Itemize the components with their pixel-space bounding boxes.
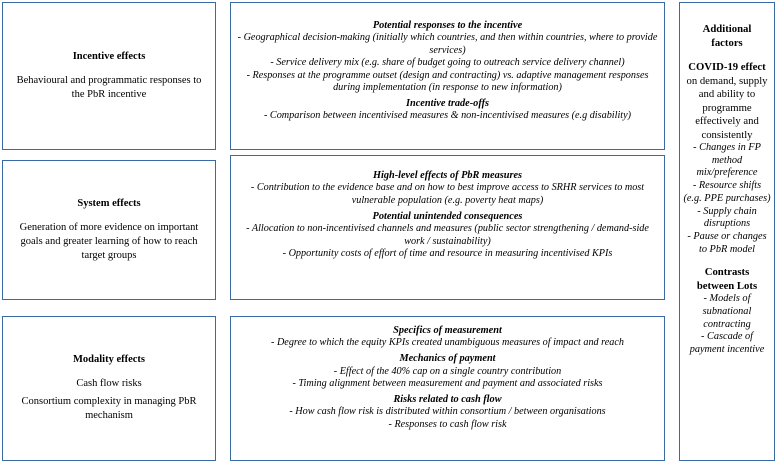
list-item: - Comparison between incentivised measures & non-incentivised measures (e.g disability): [263, 110, 632, 122]
section-title: Mechanics of payment: [399, 353, 496, 365]
list-item: - Supply chain disruptions: [697, 205, 757, 230]
section-title: Potential responses to the incentive: [372, 20, 523, 31]
additional-factors-box: [679, 2, 775, 461]
list-item: - Responses at the programme outset (design and contracting) vs. adaptive management responses during implementation (in response to new information): [246, 69, 649, 94]
list-item: - Models of subnational contracting: [702, 293, 752, 330]
incentive-effects-box: [2, 2, 216, 150]
list-item: - Cascade of payment incentive: [689, 331, 765, 356]
modality-effects-description-1: Cash flow risks: [76, 378, 142, 389]
modality-effects-description-2: Consortium complexity in managing PbR mechanism: [21, 396, 197, 421]
covid-effect-label: COVID-19 effect: [688, 61, 766, 73]
modality-effects-box: [2, 316, 216, 461]
section-title: Incentive trade-offs: [405, 97, 490, 109]
list-item: - Contribution to the evidence base and on how to best improve access to SRHR services to most vulnerable population (e.g. poverty heat maps): [250, 182, 645, 206]
list-item: - Geographical decision-making (initially which countries, and then within countries, where to provide services): [237, 32, 658, 56]
incentive-effects-title: Incentive effects: [72, 50, 146, 62]
covid-effect-text: [683, 61, 771, 142]
list-item: - Allocation to non-incentivised channels and measures (public sector strengthening / demand-side work / sustainability): [246, 223, 649, 247]
list-item: - Opportunity costs of effort of time and resource in measuring incentivised KPIs: [282, 247, 613, 259]
list-item: - Effect of the 40% cap on a single country contribution: [333, 365, 562, 377]
section-title: Specifics of measurement: [393, 325, 502, 336]
incentive-details-box: [230, 2, 665, 150]
contrasts-title: Contrasts between Lots: [696, 266, 758, 292]
list-item: - Responses to cash flow risk: [388, 418, 507, 430]
system-effects-description: Generation of more evidence on important goals and greater learning of how to reach target groups: [19, 221, 199, 261]
list-item: - How cash flow risk is distributed within consortium / between organisations: [289, 406, 606, 418]
modality-details-box: [230, 316, 665, 461]
list-item: - Resource shifts (e.g. PPE purchases): [683, 180, 771, 204]
system-effects-title: System effects: [77, 197, 141, 209]
list-item: - Changes in FP method mix/preference: [693, 142, 761, 179]
section-title: Risks related to cash flow: [393, 394, 502, 406]
incentive-effects-description: Behavioural and programmatic responses to the PbR incentive: [16, 74, 202, 100]
additional-factors-title: Additional factors: [702, 23, 752, 49]
modality-effects-title: Modality effects: [72, 354, 145, 365]
covid-effect-description: on demand, supply and ability to programme effectively and consistently: [686, 74, 768, 141]
system-details-box: [230, 155, 665, 300]
list-item: - Service delivery mix (e.g. share of budget going to outreach service delivery channel): [270, 57, 625, 69]
list-item: - Timing alignment between measurement and payment and associated risks: [292, 378, 603, 390]
section-title: Potential unintended consequences: [372, 210, 523, 222]
system-effects-box: [2, 160, 216, 300]
list-item: - Pause or changes to PbR model: [687, 230, 767, 255]
section-title: High-level effects of PbR measures: [372, 170, 523, 181]
list-item: - Degree to which the equity KPIs created unambiguous measures of impact and reach: [271, 337, 624, 349]
